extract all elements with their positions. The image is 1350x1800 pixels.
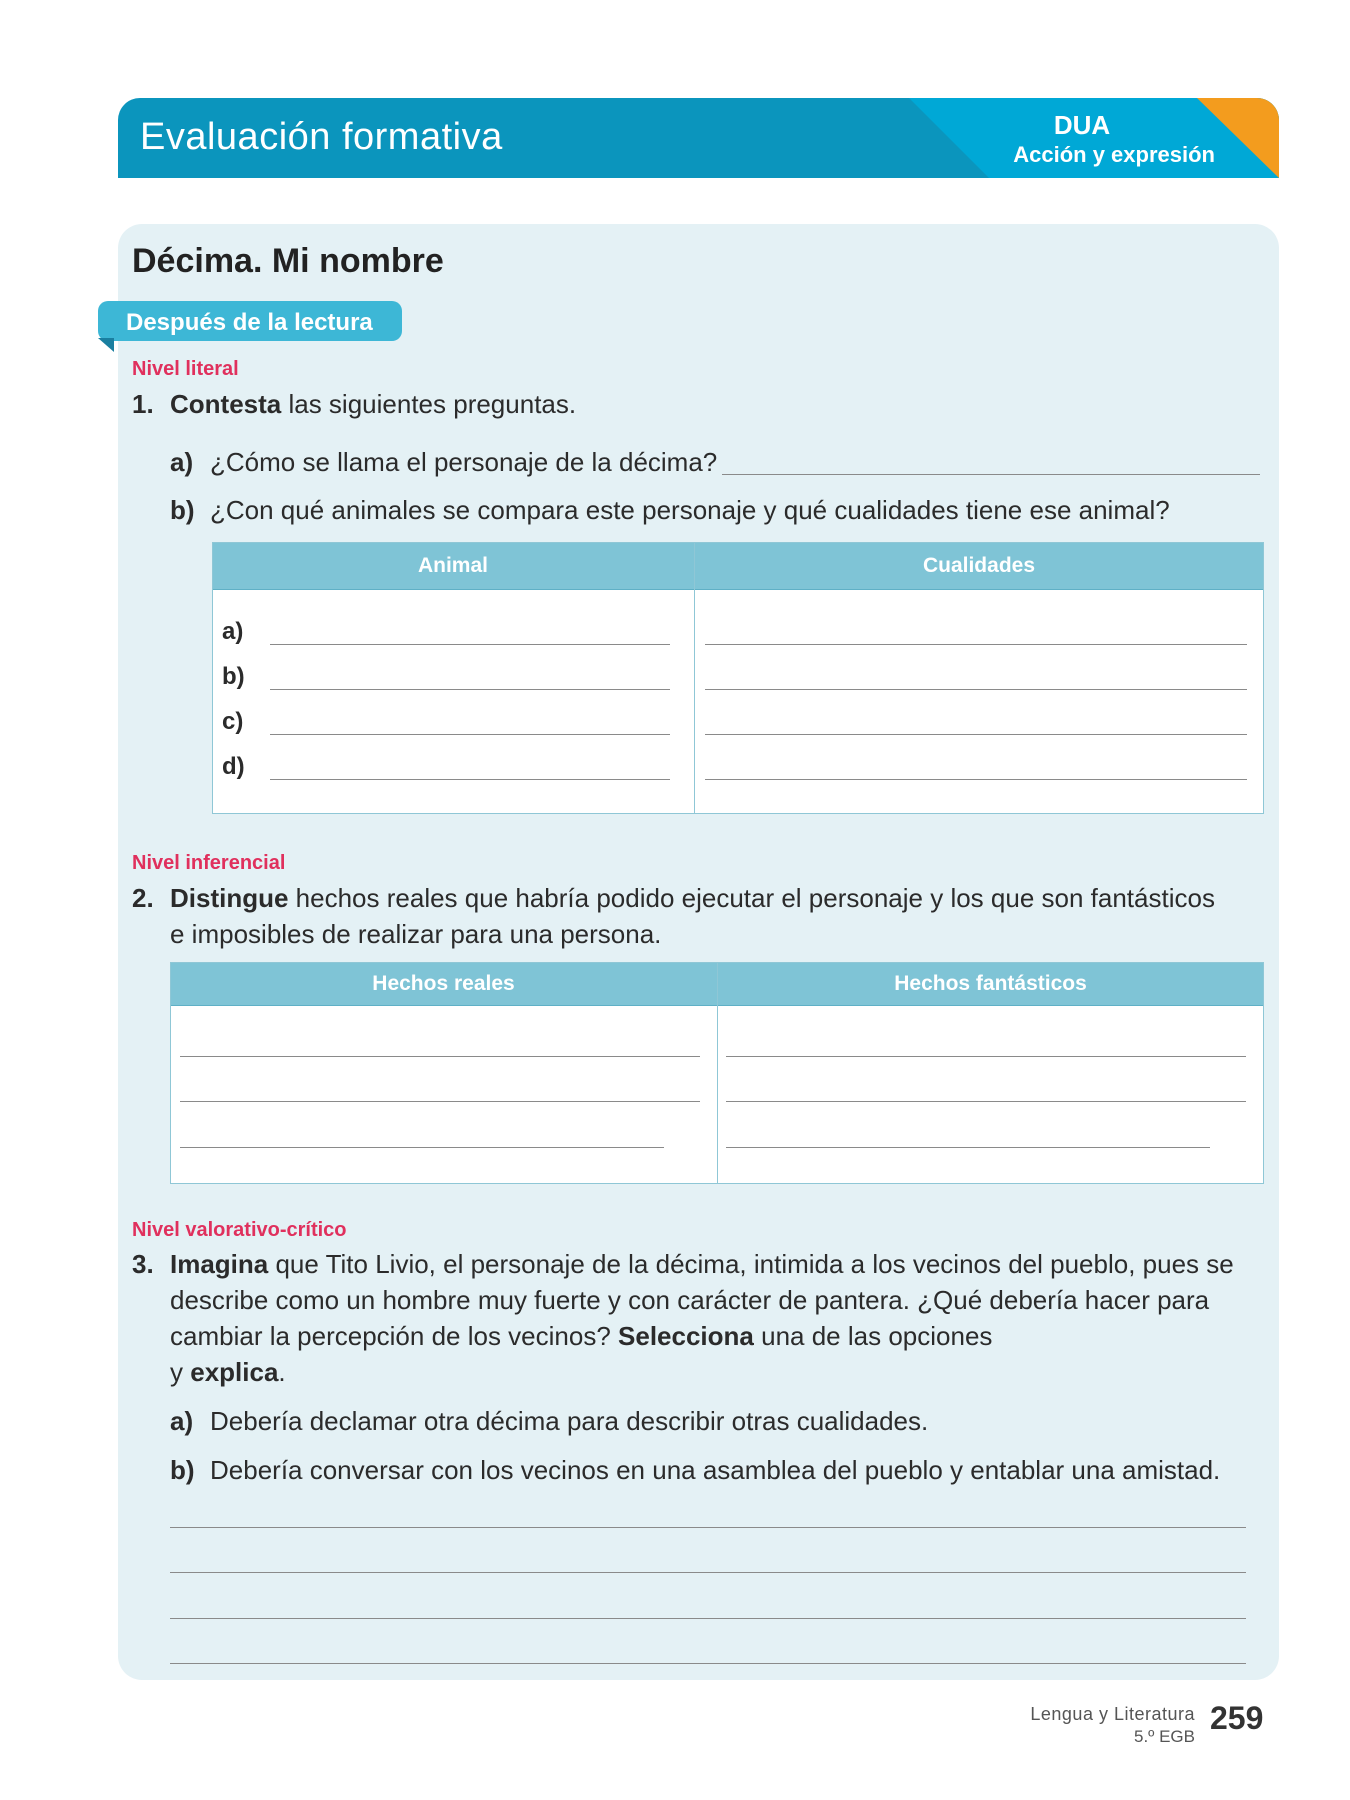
question-text-line1: hechos reales que habría podido ejecutar el personaje y los que son fantásticos (288, 883, 1215, 913)
fantastic-line-2[interactable] (726, 1101, 1246, 1102)
question-verb: Distingue (170, 883, 289, 913)
answer-line-1a[interactable] (722, 474, 1260, 475)
question-line3-b: una de las opciones (753, 1321, 993, 1351)
quality-line-d[interactable] (705, 779, 1247, 780)
question-line3-bold: Selecciona (618, 1321, 754, 1351)
activity-title: Décima. Mi nombre (132, 242, 444, 280)
question-3 (132, 1246, 1272, 1390)
real-line-3[interactable] (180, 1147, 664, 1148)
question-line4-a: y (170, 1357, 191, 1387)
question-number: 1. (132, 389, 154, 419)
explanation-line-1[interactable] (170, 1527, 1246, 1528)
quality-line-c[interactable] (705, 734, 1247, 735)
question-2 (132, 880, 1272, 952)
item-text: ¿Con qué animales se compara este personaje y qué cualidades tiene ese animal? (210, 495, 1170, 525)
question-line3-a: cambiar la percepción de los vecinos? (170, 1321, 619, 1351)
page-title: Evaluación formativa (140, 116, 503, 158)
level-valorativo: Nivel valorativo-crítico (132, 1219, 347, 1241)
explanation-line-4[interactable] (170, 1663, 1246, 1664)
question-verb: Imagina (170, 1249, 269, 1279)
table-divider (717, 963, 718, 1183)
footer-subject: Lengua y Literatura (1030, 1704, 1195, 1724)
ribbon-label: Después de la lectura (126, 309, 373, 336)
question-number: 2. (132, 883, 154, 913)
dua-subtitle: Acción y expresión (1013, 142, 1215, 167)
item-text: Debería conversar con los vecinos en una asamblea del pueblo y entablar una amistad. (210, 1455, 1221, 1485)
option-a (170, 1406, 928, 1437)
item-letter: a) (170, 1406, 194, 1436)
question-text: las siguientes preguntas. (281, 389, 577, 419)
level-inferencial: Nivel inferencial (132, 852, 286, 874)
animal-line-c[interactable] (270, 734, 670, 735)
table-divider (694, 543, 695, 813)
question-number: 3. (132, 1249, 154, 1279)
animal-line-b[interactable] (270, 689, 670, 690)
question-1a (170, 447, 717, 478)
item-letter: a) (170, 447, 194, 477)
item-letter: b) (170, 495, 195, 525)
table-header-animal: Animal (417, 554, 488, 577)
question-text-line2: e imposibles de realizar para una persona. (170, 919, 662, 949)
question-verb: Contesta (170, 389, 282, 419)
item-letter: b) (170, 1455, 195, 1485)
animal-line-a[interactable] (270, 644, 670, 645)
row-label-c: c) (222, 708, 244, 735)
row-label-d: d) (222, 753, 245, 780)
fantastic-line-3[interactable] (726, 1147, 1210, 1148)
explanation-line-2[interactable] (170, 1572, 1246, 1573)
question-line4-b: . (278, 1357, 286, 1387)
page-number: 259 (1210, 1700, 1264, 1736)
animal-table (212, 542, 1264, 814)
question-1b (170, 495, 1170, 526)
dua-title: DUA (1053, 110, 1111, 140)
question-line4-bold: explica (190, 1357, 279, 1387)
level-literal: Nivel literal (132, 358, 239, 380)
table-header-fantastic: Hechos fantásticos (894, 972, 1087, 995)
item-text: ¿Cómo se llama el personaje de la décima? (210, 447, 718, 477)
facts-table (170, 962, 1264, 1184)
table-header-real: Hechos reales (372, 972, 515, 995)
animal-line-d[interactable] (270, 779, 670, 780)
ribbon-fold (98, 338, 114, 352)
question-line2: describe como un hombre muy fuerte y con carácter de pantera. ¿Qué debería hacer para (170, 1285, 1210, 1315)
row-label-a: a) (222, 618, 244, 645)
question-1 (132, 386, 1262, 422)
fantastic-line-1[interactable] (726, 1056, 1246, 1057)
real-line-2[interactable] (180, 1101, 700, 1102)
quality-line-a[interactable] (705, 644, 1247, 645)
table-header-qualities: Cualidades (922, 554, 1036, 577)
real-line-1[interactable] (180, 1056, 700, 1057)
quality-line-b[interactable] (705, 689, 1247, 690)
option-b (170, 1455, 1220, 1486)
question-line1: que Tito Livio, el personaje de la décima, intimida a los vecinos del pueblo, pues se (268, 1249, 1234, 1279)
item-text: Debería declamar otra décima para describir otras cualidades. (210, 1406, 929, 1436)
row-label-b: b) (222, 663, 245, 690)
header-bar (118, 98, 1279, 178)
footer-grade: 5.º EGB (1133, 1727, 1195, 1746)
explanation-line-3[interactable] (170, 1618, 1246, 1619)
